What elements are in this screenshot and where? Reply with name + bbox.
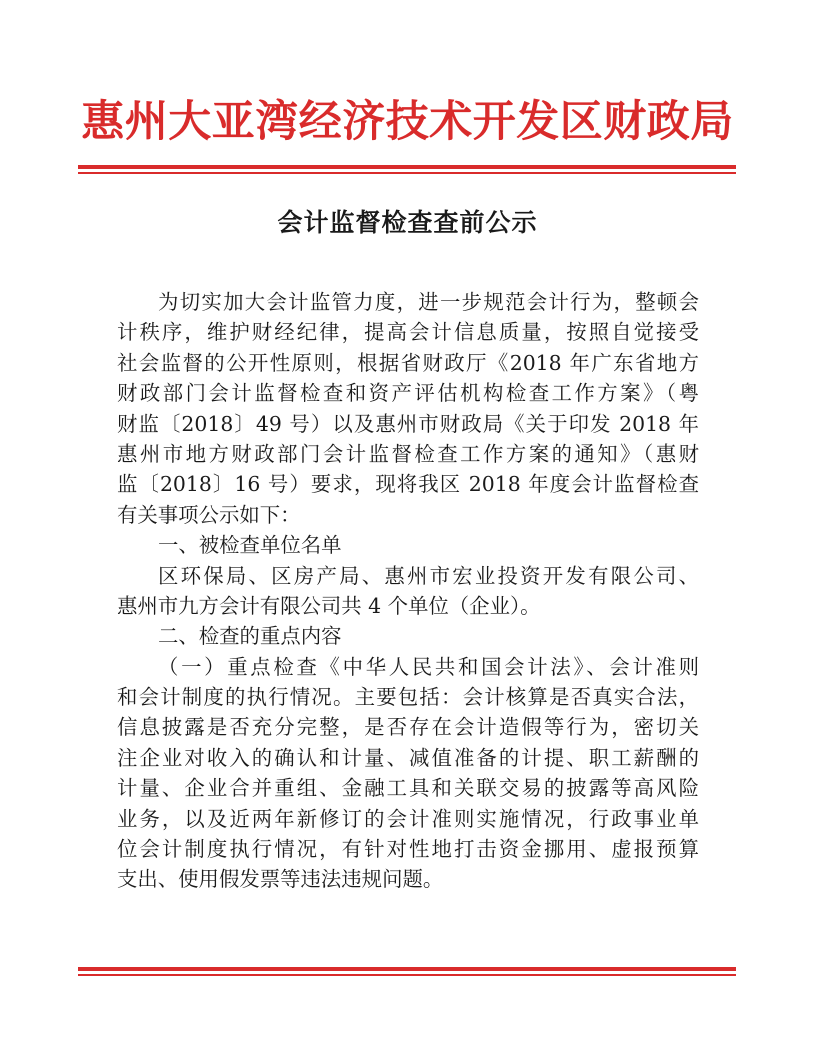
paragraph-line: 计秩序，维护财经纪律，提高会计信息质量，按照自觉接受 (117, 320, 699, 345)
paragraph-line: 二、检查的重点内容 (158, 624, 342, 649)
document-title: 会计监督检查查前公示 (277, 208, 538, 237)
paragraph-line: 财监〔2018〕49 号）以及惠州市财政局《关于印发 2018 年 (117, 411, 699, 436)
paragraph-line: 有关事项公示如下： (117, 502, 301, 527)
paragraph-line: 信息披露是否充分完整，是否存在会计造假等行为，密切关 (117, 715, 699, 740)
paragraph-line: 支出、使用假发票等违法违规问题。 (117, 867, 444, 892)
paragraph-line: 财政部门会计监督检查和资产评估机构检查工作方案》（粤 (117, 381, 699, 406)
paragraph-line: 和会计制度的执行情况。主要包括：会计核算是否真实合法， (117, 685, 699, 710)
paragraph-line: 位会计制度执行情况，有针对性地打击资金挪用、虚报预算 (117, 837, 699, 862)
paragraph-line: 惠州市地方财政部门会计监督检查工作方案的通知》（惠财 (117, 441, 699, 466)
footer-divider (78, 967, 736, 976)
paragraph-line: 区环保局、区房产局、惠州市宏业投资开发有限公司、 (158, 563, 699, 588)
paragraph-line: 社会监督的公开性原则，根据省财政厅《2018 年广东省地方 (117, 350, 699, 375)
paragraph-line: （一）重点检查《中华人民共和国会计法》、会计准则 (158, 654, 699, 679)
paragraph-line: 业务，以及近两年新修订的会计准则实施情况，行政事业单 (117, 806, 699, 831)
agency-name: 惠州大亚湾经济技术开发区财政局 (81, 97, 734, 147)
paragraph-line: 惠州市九方会计有限公司共 4 个单位（企业）。 (117, 593, 541, 618)
paragraph-line: 监〔2018〕16 号）要求，现将我区 2018 年度会计监督检查 (117, 472, 699, 497)
paragraph-line: 为切实加大会计监管力度，进一步规范会计行为，整顿会 (158, 290, 699, 314)
paragraph-line: 一、被检查单位名单 (158, 533, 342, 558)
header-divider (78, 165, 736, 174)
paragraph-line: 计量、企业合并重组、金融工具和关联交易的披露等高风险 (117, 776, 699, 801)
paragraph-line: 注企业对收入的确认和计量、减值准备的计提、职工薪酬的 (117, 745, 699, 770)
document-body (117, 287, 699, 895)
